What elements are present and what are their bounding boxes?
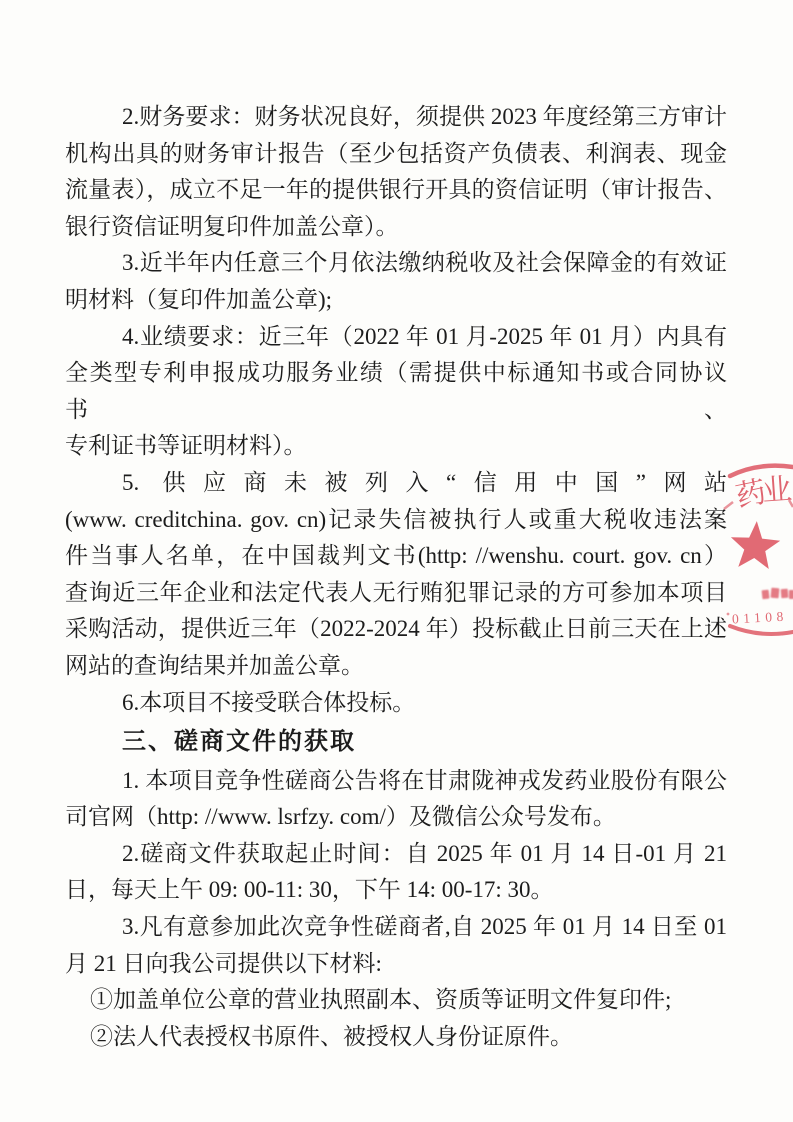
- text-line: 银行资信证明复印件加盖公章）。: [65, 213, 399, 239]
- document-body: [65, 99, 727, 1055]
- para-material-1: [65, 982, 727, 1019]
- para-participation-materials: [65, 909, 727, 982]
- text-line: 3.凡有意参加此次竞争性磋商者,自 2025 年 01 月 14 日至 01: [122, 914, 727, 940]
- text-line: 1. 本项目竞争性磋商公告将在甘肃陇神戎发药业股份有限公: [122, 767, 727, 793]
- para-material-2: [65, 1019, 727, 1056]
- text-line: 网站的查询结果并加盖公章。: [65, 652, 364, 678]
- heading-section-3: [65, 724, 727, 761]
- text-line: ①加盖单位公章的营业执照副本、资质等证明文件复印件;: [90, 987, 672, 1013]
- seal-serial-number: 01108: [731, 608, 789, 627]
- text-line: 流量表），成立不足一年的提供银行开具的资信证明（审计报告、: [65, 177, 727, 203]
- text-line: 3.近半年内任意三个月依法缴纳税收及社会保障金的有效证: [122, 250, 727, 276]
- text-line: ②法人代表授权书原件、被授权人身份证原件。: [90, 1023, 573, 1049]
- seal-serial-tick: [727, 613, 730, 616]
- text-line: 件当事人名单，在中国裁判文书(http: //wenshu. court. gov. cn）: [65, 543, 727, 569]
- para-no-consortium: [65, 685, 727, 722]
- para-announcement-publish: [65, 763, 727, 836]
- text-line: 三、磋商文件的获取: [122, 728, 356, 756]
- para-performance-requirement: [65, 319, 727, 465]
- seal-partial-char-stroke-right: [789, 500, 793, 507]
- para-document-obtain-time: [65, 836, 727, 909]
- text-line: 6.本项目不接受联合体投标。: [122, 689, 416, 715]
- text-line: 查询近三年企业和法定代表人无行贿犯罪记录的方可参加本项目: [65, 579, 727, 605]
- seal-company-name-char-1: 药: [733, 475, 770, 514]
- text-line: 2.财务要求：财务状况良好，须提供 2023 年度经第三方审计: [122, 104, 727, 129]
- text-line: 2.磋商文件获取起止时间：自 2025 年 01 月 14 日-01 月 21: [122, 840, 727, 866]
- seal-star-icon: [729, 519, 782, 569]
- para-credit-china: [65, 465, 727, 685]
- text-line: 专利证书等证明材料）。: [65, 433, 307, 459]
- text-line: 机构出具的财务审计报告（至少包括资产负债表、利润表、现金: [65, 140, 727, 166]
- text-line: 5. 供应商未被列入“信用中国”网站: [122, 469, 727, 495]
- seal-smudge: [762, 588, 793, 600]
- text-line: 司官网（http: //www. lsrfzy. com/）及微信公众号发布。: [65, 804, 616, 830]
- text-line: 4.业绩要求：近三年（2022 年 01 月-2025 年 01 月）内具有: [122, 323, 727, 349]
- para-tax-social-security: [65, 245, 727, 318]
- text-line: (www. creditchina. gov. cn)记录失信被执行人或重大税收违法案: [65, 506, 727, 532]
- text-line: 明材料（复印件加盖公章);: [65, 286, 333, 312]
- para-financial-requirement: [65, 99, 727, 245]
- seal-company-name-char-2: 业: [760, 472, 793, 509]
- text-line: 月 21 日向我公司提供以下材料:: [65, 950, 382, 976]
- text-line: 日，每天上午 09: 00-11: 30，下午 14: 00-17: 30。: [65, 877, 554, 903]
- text-line: 全类型专利申报成功服务业绩（需提供中标通知书或合同协议书、: [65, 360, 727, 422]
- text-line: 采购活动，提供近三年（2022-2024 年）投标截止日前三天在上述: [65, 616, 727, 642]
- seal-border-top-arc: [730, 466, 793, 476]
- seal-border-bottom-arc: [730, 626, 793, 634]
